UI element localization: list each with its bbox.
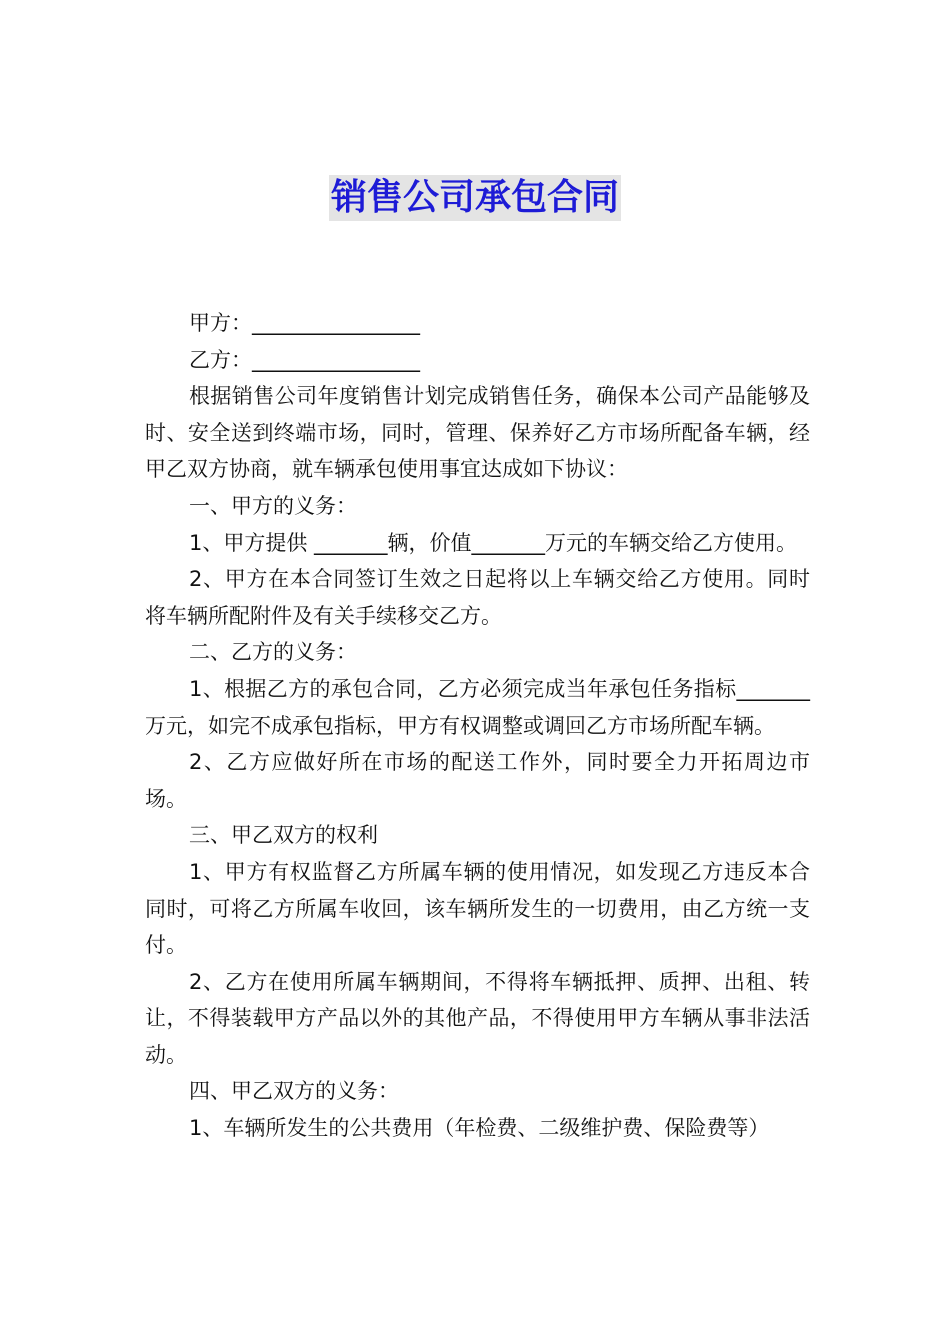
clause-1-2: 2、甲方在本合同签订生效之日起将以上车辆交给乙方使用。同时将车辆所配附件及有关手续移交乙方。	[145, 567, 810, 628]
clause-4-1: 1、车辆所发生的公共费用（年检费、二级维护费、保险费等）	[189, 1116, 770, 1141]
section-heading-2: 二、乙方的义务：	[189, 640, 357, 665]
document-title: 销售公司承包合同	[329, 175, 621, 221]
clause-1-1: 1、甲方提供 _______辆，价值_______万元的车辆交给乙方使用。	[189, 530, 798, 555]
party-a-line: 甲方：________________	[189, 311, 420, 335]
title-container	[0, 175, 950, 221]
section-heading-4: 四、甲乙双方的义务：	[189, 1079, 399, 1104]
clause-2-2: 2、乙方应做好所在市场的配送工作外，同时要全力开拓周边市场。	[145, 750, 810, 811]
clause-3-2: 2、乙方在使用所属车辆期间，不得将车辆抵押、质押、出租、转让，不得装载甲方产品以外的其他产品，不得使用甲方车辆从事非法活动。	[145, 969, 810, 1067]
preamble-paragraph: 根据销售公司年度销售计划完成销售任务，确保本公司产品能够及时、安全送到终端市场，同时，管理、保养好乙方市场所配备车辆，经甲乙双方协商，就车辆承包使用事宜达成如下协议：	[145, 384, 810, 482]
clause-2-1: 1、根据乙方的承包合同，乙方必须完成当年承包任务指标_______万元，如完不成承包指标，甲方有权调整或调回乙方市场所配车辆。	[145, 676, 810, 738]
section-heading-3: 三、甲乙双方的权利	[189, 823, 378, 848]
section-heading-1: 一、甲方的义务：	[189, 493, 357, 518]
party-b-line: 乙方：________________	[189, 347, 420, 372]
clause-3-1: 1、甲方有权监督乙方所属车辆的使用情况，如发现乙方违反本合同时，可将乙方所属车收回，该车辆所发生的一切费用，由乙方统一支付。	[145, 859, 810, 958]
contract-body	[145, 305, 810, 1147]
